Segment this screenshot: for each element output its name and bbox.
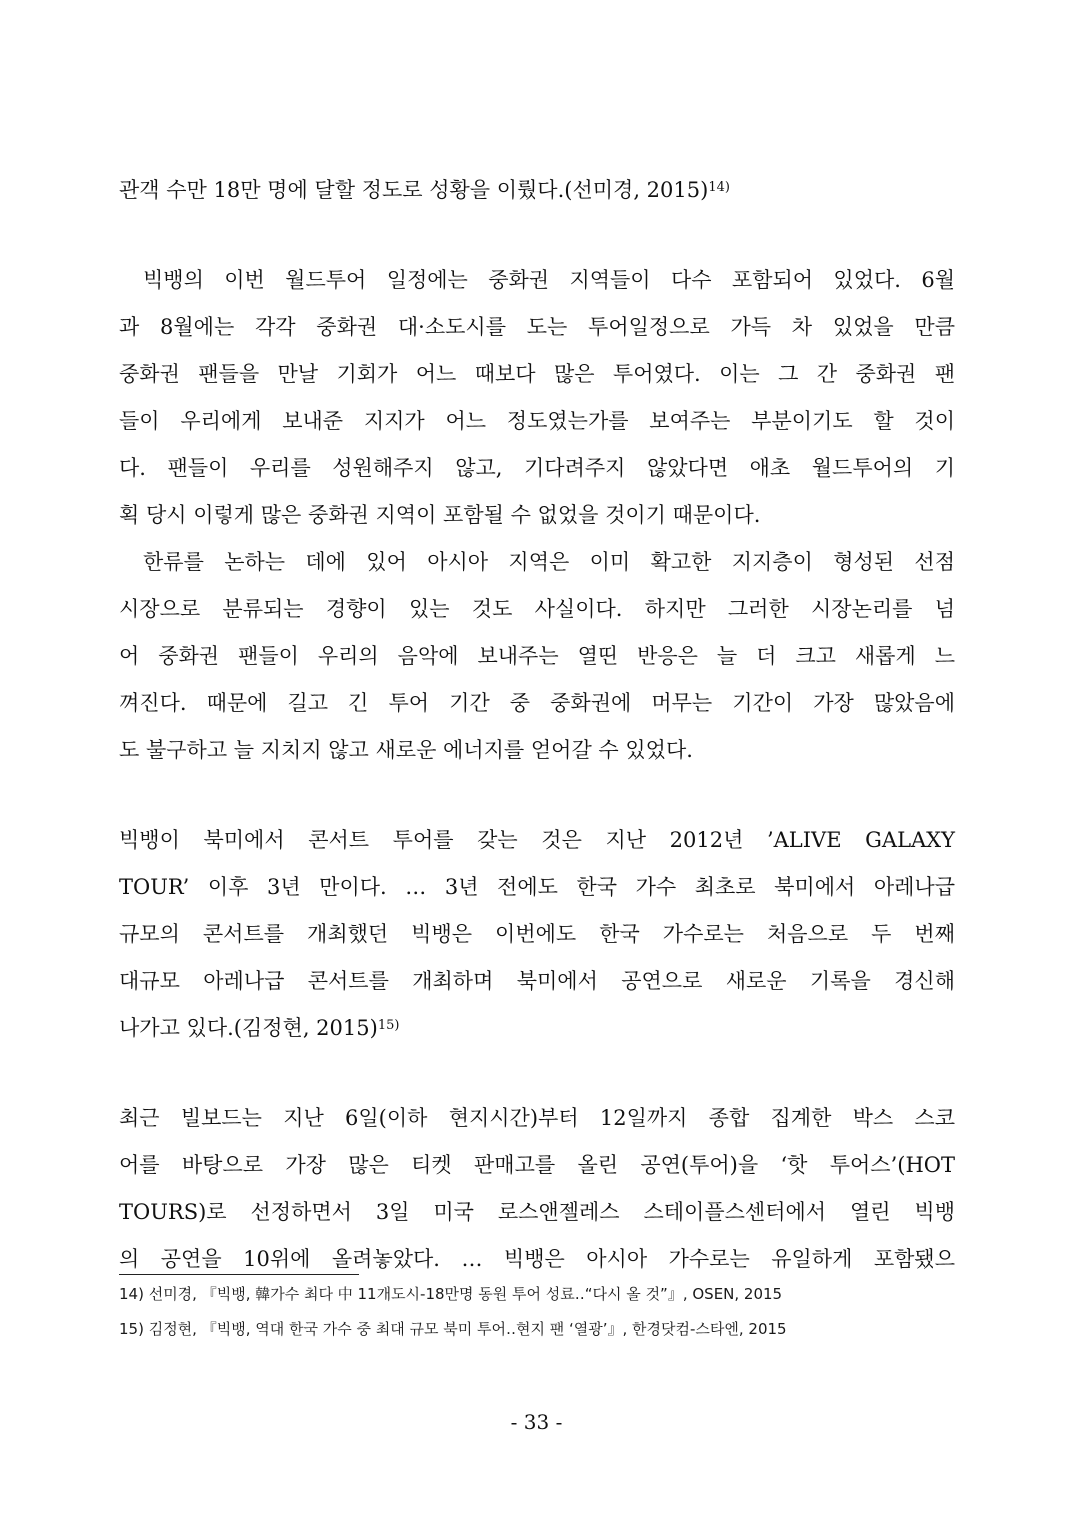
text-line: 들이 우리에게 보내준 지지가 어느 정도였는가를 보여주는 부분이기도 할 것이: [119, 409, 955, 433]
text-line: 빅뱅의 이번 월드투어 일정에는 중화권 지역들이 다수 포함되어 있었다. 6월: [143, 268, 955, 292]
text-line: 대규모 아레나급 콘서트를 개최하며 북미에서 공연으로 새로운 기록을 경신해: [119, 969, 955, 993]
text-line: 최근 빌보드는 지난 6일(이하 현지시간)부터 12일까지 종합 집계한 박스 스코: [119, 1106, 955, 1130]
text-line: 어를 바탕으로 가장 많은 티켓 판매고를 올린 공연(투어)을 ‘핫 투어스’(HOT: [119, 1153, 955, 1177]
text-line: TOURS)로 선정하면서 3일 미국 로스앤젤레스 스테이플스센터에서 열린 빅뱅: [119, 1200, 955, 1224]
text-line: 규모의 콘서트를 개최했던 빅뱅은 이번에도 한국 가수로는 처음으로 두 번째: [119, 922, 955, 946]
text-line: 다. 팬들이 우리를 성원해주지 않고, 기다려주지 않았다면 애초 월드투어의 기: [119, 456, 955, 480]
text-line: 빅뱅이 북미에서 콘서트 투어를 갖는 것은 지난 2012년 ’ALIVE GALAXY: [119, 828, 955, 852]
text-line: [119, 1013, 955, 1043]
text-line: 도 불구하고 늘 지치지 않고 새로운 에너지를 얻어갈 수 있었다.: [119, 738, 693, 762]
quote-text: 나가고 있다.(김정현, 2015): [119, 1016, 378, 1040]
continued-quote-line: [119, 175, 955, 205]
text-line: 껴진다. 때문에 길고 긴 투어 기간 중 중화권에 머무는 기간이 가장 많았음에: [119, 691, 955, 715]
footnote-14: 14) 선미경, 『빅뱅, 韓가수 최다 中 11개도시-18만명 동원 투어 성료‥“다시 올 것”』, OSEN, 2015: [119, 1285, 783, 1303]
text-line: 시장으로 분류되는 경향이 있는 것도 사실이다. 하지만 그러한 시장논리를 넘: [119, 597, 955, 621]
text-line: TOUR’ 이후 3년 만이다. … 3년 전에도 한국 가수 최초로 북미에서 아레나급: [119, 875, 955, 899]
page-number: - 33 -: [510, 1410, 563, 1434]
text-line: 한류를 논하는 데에 있어 아시아 지역은 이미 확고한 지지층이 형성된 선점: [143, 550, 955, 574]
text-line: 과 8월에는 각각 중화권 대·소도시를 도는 투어일정으로 가득 차 있었을 만큼: [119, 315, 955, 339]
text-line: 중화권 팬들을 만날 기회가 어느 때보다 많은 투어였다. 이는 그 간 중화권 팬: [119, 362, 955, 386]
footnote-divider: [119, 1274, 359, 1275]
text-line: 어 중화권 팬들이 우리의 음악에 보내주는 열띤 반응은 늘 더 크고 새롭게 느: [119, 644, 955, 668]
text-line: 의 공연을 10위에 올려놓았다. … 빅뱅은 아시아 가수로는 유일하게 포함됐으: [119, 1247, 955, 1271]
footnote-15: 15) 김정현, 『빅뱅, 역대 한국 가수 중 최대 규모 북미 투어‥현지 팬 ‘열광’』, 한경닷컴-스타엔, 2015: [119, 1320, 787, 1338]
footnote-ref-15: 15): [377, 1018, 400, 1033]
text-line: 획 당시 이렇게 많은 중화권 지역이 포함될 수 없었을 것이기 때문이다.: [119, 503, 761, 527]
footnote-ref-14: 14): [708, 180, 730, 195]
quote-text: 관객 수만 18만 명에 달할 정도로 성황을 이뤘다.(선미경, 2015): [119, 178, 709, 202]
